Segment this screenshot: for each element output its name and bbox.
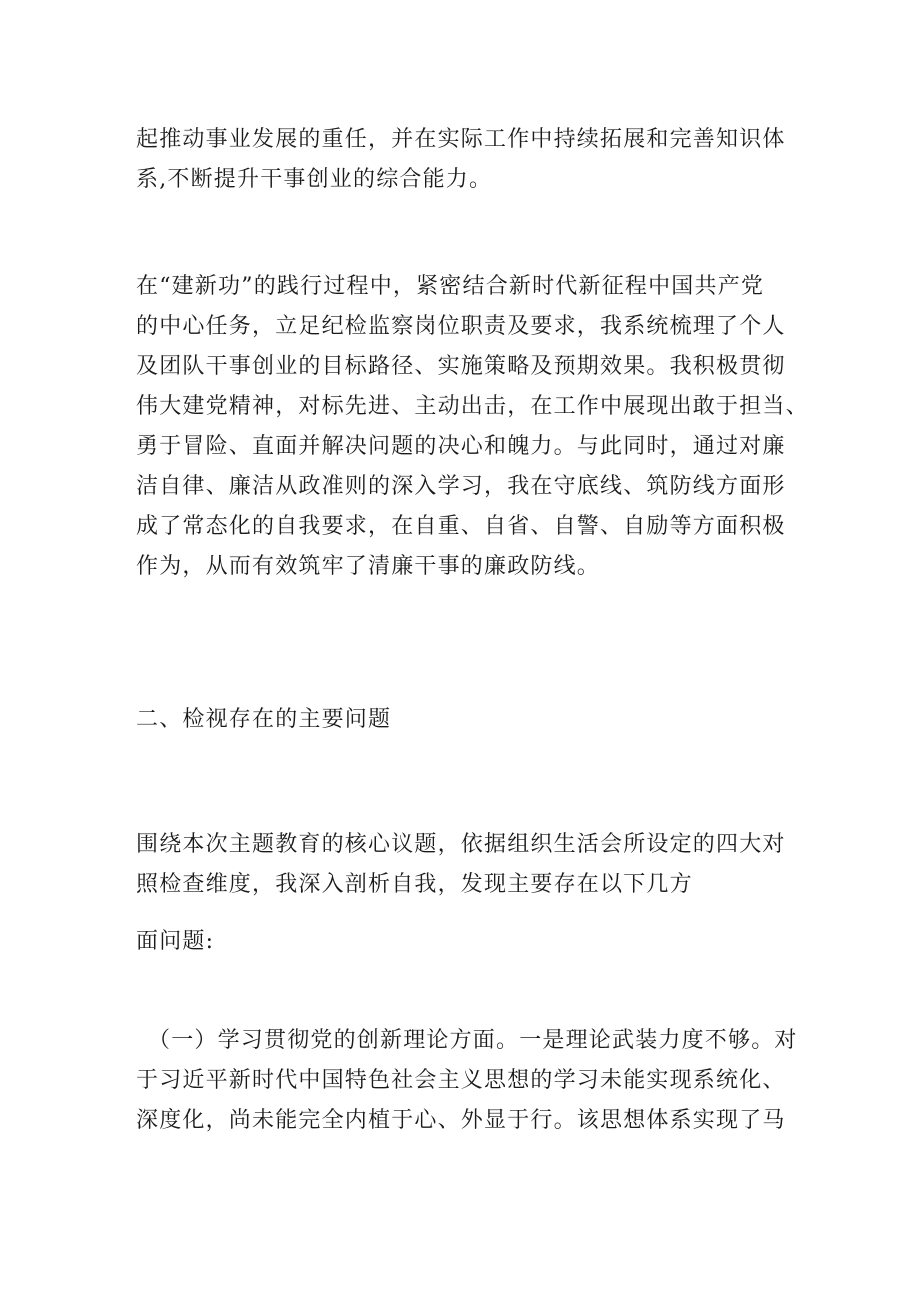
paragraph (136, 120, 796, 200)
paragraph-line: 在“建新功”的践行过程中，紧密结合新时代新征程中国共产党 (136, 274, 765, 299)
section-heading-text: 二、检视存在的主要问题 (136, 707, 392, 732)
paragraph-line: 深度化，尚未能完全内植于心、外显于行。该思想体系实现了马 (136, 1108, 786, 1133)
paragraph-line: （一）学习贯彻党的创新理论方面。一是理论武装力度不够。对 (148, 1028, 798, 1053)
paragraph-line: 伟大建党精神，对标先进、主动出击，在工作中展现出敢于担当、 (136, 394, 809, 419)
paragraph-line: 围绕本次主题教育的核心议题，依据组织生活会所设定的四大对 (136, 832, 786, 857)
paragraph (136, 922, 796, 962)
paragraph-line: 勇于冒险、直面并解决问题的决心和魄力。与此同时，通过对廉 (136, 434, 786, 459)
paragraph-line: 成了常态化的自我要求，在自重、自省、自警、自励等方面积极 (136, 514, 786, 539)
paragraph-line: 的中心任务，立足纪检监察岗位职责及要求，我系统梳理了个人 (136, 314, 786, 339)
paragraph-line: 洁自律、廉洁从政准则的深入学习，我在守底线、筑防线方面形 (136, 474, 786, 499)
paragraph-line: 于习近平新时代中国特色社会主义思想的学习未能实现系统化、 (136, 1068, 786, 1093)
paragraph-line: 面问题: (136, 929, 215, 954)
section-heading (136, 700, 796, 740)
paragraph-line: 作为，从而有效筑牢了清廉干事的廉政防线。 (136, 554, 601, 579)
paragraph-line: 起推动事业发展的重任，并在实际工作中持续拓展和完善知识体 (136, 127, 786, 152)
paragraph-line: 及团队干事创业的目标路径、实施策略及预期效果。我积极贯彻 (136, 354, 786, 379)
paragraph (136, 267, 809, 587)
paragraph-line: 照检查维度，我深入剖析自我，发现主要存在以下几方 (136, 872, 693, 897)
paragraph-line: 系,不断提升干事创业的综合能力。 (136, 167, 493, 192)
paragraph (136, 1021, 796, 1141)
paragraph (136, 825, 796, 905)
